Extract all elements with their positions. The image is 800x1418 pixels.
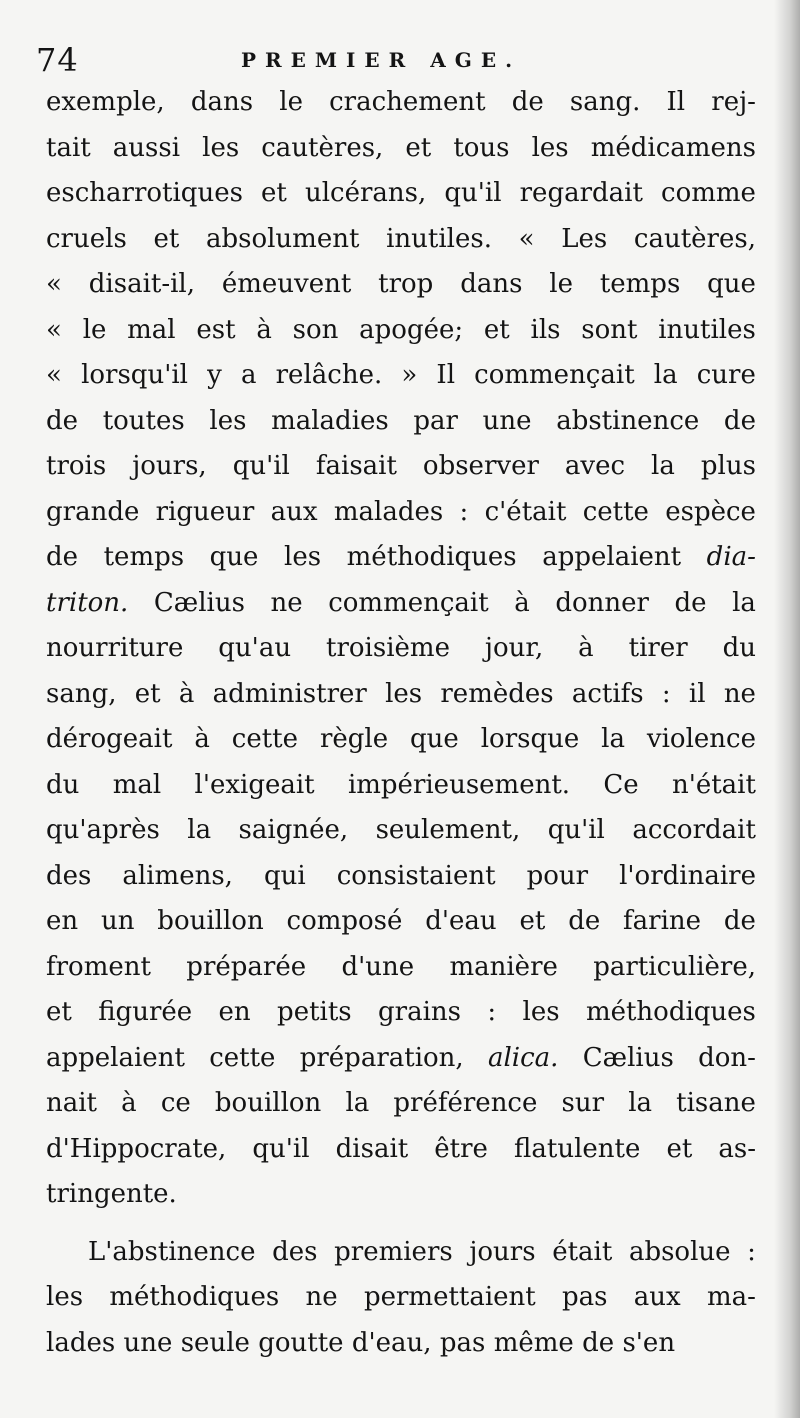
text-line — [46, 672, 756, 718]
word: et — [666, 1133, 693, 1164]
word: émeuvent — [221, 269, 352, 299]
word: à — [578, 633, 594, 663]
word: jours, — [132, 451, 207, 481]
word: : — [487, 997, 497, 1027]
word: à — [256, 314, 272, 345]
word: qu'au — [218, 633, 292, 663]
word: la — [601, 724, 625, 754]
word: espèce — [665, 496, 756, 527]
word: « — [46, 360, 62, 390]
word: composé — [286, 906, 403, 936]
word: saignée, — [238, 815, 349, 845]
word: d'Hippocrate, — [46, 1133, 227, 1164]
word: par — [413, 405, 458, 436]
word: disait — [335, 1133, 409, 1164]
word: la — [187, 815, 212, 845]
word: y — [207, 360, 222, 390]
word: « — [46, 314, 62, 345]
page-number: 74 — [36, 41, 79, 79]
word: même — [493, 1327, 574, 1358]
word: regardait — [519, 178, 643, 208]
word: as- — [718, 1133, 756, 1164]
word: la — [732, 587, 756, 618]
text-line — [46, 1321, 756, 1367]
word: froment — [46, 951, 151, 982]
word: qui — [263, 860, 306, 891]
word: d'eau — [425, 906, 497, 936]
word: jours — [469, 1236, 536, 1267]
word: Les — [561, 223, 608, 254]
word: : — [747, 1236, 756, 1267]
word: les — [202, 132, 240, 163]
word: et — [261, 178, 287, 208]
word: d'eau, — [351, 1327, 432, 1358]
word: absolument — [205, 223, 360, 254]
text-line — [46, 171, 756, 217]
word: Cælius — [582, 1042, 674, 1073]
word: de — [723, 906, 756, 936]
word: escharrotiques — [46, 178, 243, 208]
text-line — [46, 490, 756, 536]
word: plus — [700, 451, 756, 481]
word: méthodiques — [346, 542, 517, 572]
word: sur — [561, 1088, 605, 1118]
word: des — [272, 1236, 318, 1267]
word: médicamens — [590, 132, 756, 163]
word: commençait — [474, 360, 635, 390]
word: L'abstinence — [88, 1236, 256, 1267]
word: en — [46, 906, 79, 936]
text-line — [46, 717, 756, 763]
word: à — [514, 587, 530, 618]
word: ne — [723, 678, 756, 709]
text-line — [46, 126, 756, 172]
word: dans — [190, 87, 254, 117]
text-line — [46, 581, 756, 627]
word: les — [531, 132, 569, 163]
word: observer — [422, 451, 539, 481]
text-line — [46, 353, 756, 399]
word: à — [178, 678, 195, 709]
word: et — [483, 314, 510, 345]
word: crachement — [329, 87, 486, 117]
word: impérieusement. — [347, 769, 571, 800]
word: aux — [633, 1282, 681, 1312]
word: bouillon — [157, 906, 264, 936]
word: « — [46, 269, 62, 299]
word: dérogeait — [46, 724, 173, 754]
word: seule — [180, 1327, 250, 1358]
word: donner — [555, 587, 649, 618]
word: que — [707, 269, 756, 299]
word: à — [194, 724, 210, 754]
word: qu'il — [547, 815, 605, 845]
word: tous — [453, 132, 510, 163]
text-line — [46, 808, 756, 854]
word: : — [459, 496, 469, 527]
word: Il — [666, 87, 686, 117]
word: inutiles. — [386, 223, 492, 254]
word: en — [218, 997, 251, 1027]
word: cautères, — [633, 223, 756, 254]
text-line — [46, 262, 756, 308]
text-line — [46, 899, 756, 945]
word: les — [209, 405, 247, 436]
word: troisième — [326, 633, 450, 663]
word: ne — [305, 1282, 338, 1312]
word: Cælius — [153, 587, 245, 618]
word: tisane — [676, 1088, 756, 1118]
word: ils — [530, 314, 561, 345]
word: jour, — [484, 633, 544, 663]
word: malades — [333, 496, 444, 527]
word: particulière, — [593, 951, 756, 982]
word: de — [568, 906, 601, 936]
word: méthodiques — [585, 997, 756, 1027]
word: de — [46, 542, 79, 572]
word: seulement, — [375, 815, 521, 845]
text-line — [46, 990, 756, 1036]
word: bouillon — [214, 1088, 322, 1118]
word: actifs — [571, 678, 644, 709]
word: que — [209, 542, 259, 572]
word: sang, — [46, 678, 117, 709]
word: et — [153, 223, 180, 254]
word: inutiles — [658, 314, 756, 345]
running-title: PREMIER AGE. — [241, 48, 522, 72]
word: accordait — [632, 815, 756, 845]
word: lorsque — [480, 724, 580, 754]
text-line — [46, 399, 756, 445]
word: absolue — [628, 1236, 731, 1267]
word: nait — [46, 1088, 98, 1118]
word: le — [549, 269, 573, 299]
word: le — [279, 87, 303, 117]
word: préparée — [186, 951, 307, 982]
word: lorsqu'il — [81, 360, 188, 390]
word: les — [522, 997, 560, 1027]
word: « — [518, 223, 535, 254]
word: violence — [646, 724, 756, 754]
word: mal — [127, 314, 176, 345]
word: premiers — [334, 1236, 453, 1267]
word: remèdes — [440, 678, 554, 709]
italic-word: alica. — [487, 1042, 559, 1073]
word: du — [722, 633, 756, 663]
word: l'ordinaire — [619, 860, 756, 891]
word: tirer — [628, 633, 688, 663]
word: commençait — [328, 587, 489, 618]
word: : — [661, 678, 671, 709]
word: appelaient — [46, 1042, 185, 1073]
word: exemple, — [46, 87, 165, 117]
word: ma- — [706, 1282, 756, 1312]
word: et — [519, 906, 546, 936]
text-line — [46, 1172, 756, 1218]
italic-word: triton. — [46, 587, 129, 618]
page-header — [36, 38, 756, 82]
page-edge-shadow — [774, 0, 800, 1418]
word: le — [82, 314, 107, 345]
word: avec — [564, 451, 626, 481]
word: trop — [378, 269, 434, 299]
word: Il — [436, 360, 456, 390]
text-line — [46, 1127, 756, 1173]
word: flatulente — [514, 1133, 641, 1164]
word: toutes — [102, 405, 185, 436]
word: rigueur — [155, 496, 255, 527]
word: permettaient — [363, 1282, 536, 1312]
word: aux — [270, 496, 318, 527]
word: à — [121, 1088, 137, 1118]
word: manière — [449, 951, 558, 982]
word: rej- — [711, 87, 756, 117]
word: sont — [581, 314, 638, 345]
word: abstinence — [556, 405, 700, 436]
word: d'une — [341, 951, 415, 982]
word: de — [674, 587, 707, 618]
word: aussi — [112, 132, 181, 163]
word: petits — [277, 997, 352, 1027]
word: et — [405, 132, 432, 163]
word: des — [46, 860, 92, 891]
word: du — [46, 769, 80, 800]
text-line — [46, 626, 756, 672]
word: l'exigeait — [194, 769, 315, 800]
text-line — [46, 1275, 756, 1321]
word: sang. — [569, 87, 641, 117]
word: n'était — [671, 769, 756, 800]
word: méthodiques — [109, 1282, 280, 1312]
word: mal — [112, 769, 162, 800]
word: temps — [599, 269, 681, 299]
word: pas — [562, 1282, 608, 1312]
word: de — [511, 87, 544, 117]
word: maladies — [271, 405, 389, 436]
word: que — [410, 724, 459, 754]
word: les — [46, 1282, 84, 1312]
word: apogée; — [359, 314, 464, 345]
word: figurée — [98, 997, 193, 1027]
word: était — [552, 1236, 613, 1267]
word: a — [240, 360, 257, 390]
word: être — [434, 1133, 488, 1164]
word: de — [46, 405, 79, 436]
text-line — [46, 444, 756, 490]
word: Ce — [603, 769, 639, 800]
word: de — [582, 1327, 615, 1358]
word: règle — [319, 724, 389, 754]
word: temps — [103, 542, 185, 572]
word: un — [100, 906, 135, 936]
word: goutte — [258, 1327, 344, 1358]
word: cette — [582, 496, 649, 527]
word: qu'il — [252, 1133, 310, 1164]
word: tringente. — [46, 1179, 177, 1209]
word: de — [723, 405, 756, 436]
word: la — [628, 1088, 653, 1118]
word: la — [651, 451, 675, 481]
word: une — [123, 1327, 173, 1358]
word: son — [292, 314, 339, 345]
word: qu'après — [46, 815, 160, 845]
body-text — [46, 80, 756, 1366]
text-line — [46, 945, 756, 991]
word: les — [385, 678, 423, 709]
word: alimens, — [122, 860, 233, 891]
word: comme — [661, 178, 756, 208]
text-line — [46, 763, 756, 809]
word: ne — [270, 587, 303, 618]
word: relâche. — [275, 360, 383, 390]
text-line — [46, 535, 756, 581]
word: ulcérans, — [304, 178, 427, 208]
word: s'en — [622, 1327, 676, 1358]
word: trois — [46, 451, 107, 481]
word: administrer — [212, 678, 367, 709]
word: don- — [698, 1042, 756, 1073]
word: c'était — [484, 496, 567, 527]
text-line — [46, 1230, 756, 1276]
word: nourriture — [46, 633, 184, 663]
word: ce — [160, 1088, 191, 1118]
word: » — [401, 360, 418, 390]
text-line — [46, 1081, 756, 1127]
word: et — [134, 678, 161, 709]
word: cure — [696, 360, 756, 390]
word: la — [653, 360, 678, 390]
word: grande — [46, 496, 140, 527]
word: tait — [46, 132, 91, 163]
word: dans — [460, 269, 523, 299]
word: il — [688, 678, 706, 709]
word: une — [482, 405, 532, 436]
word: cette — [209, 1042, 276, 1073]
word: appelaient — [542, 542, 682, 572]
word: est — [196, 314, 236, 345]
word: grains — [378, 997, 461, 1027]
word: préférence — [393, 1088, 538, 1118]
text-line — [46, 854, 756, 900]
text-line — [46, 1036, 756, 1082]
word: farine — [623, 906, 702, 936]
word: faisait — [315, 451, 397, 481]
word: la — [345, 1088, 370, 1118]
word: lades — [46, 1327, 116, 1358]
word: qu'il — [444, 178, 502, 208]
word: qu'il — [232, 451, 290, 481]
italic-word: dia- — [706, 542, 756, 572]
word: consistaient — [336, 860, 496, 891]
word: les — [284, 542, 322, 572]
text-line — [46, 217, 756, 263]
word: cautères, — [261, 132, 384, 163]
word: pour — [526, 860, 589, 891]
word: préparation, — [299, 1042, 464, 1073]
word: cruels — [46, 223, 127, 254]
text-line — [46, 80, 756, 126]
word: disait-il, — [88, 269, 196, 299]
text-line — [46, 308, 756, 354]
word: cette — [231, 724, 299, 754]
word: et — [46, 997, 72, 1027]
word: pas — [439, 1327, 486, 1358]
